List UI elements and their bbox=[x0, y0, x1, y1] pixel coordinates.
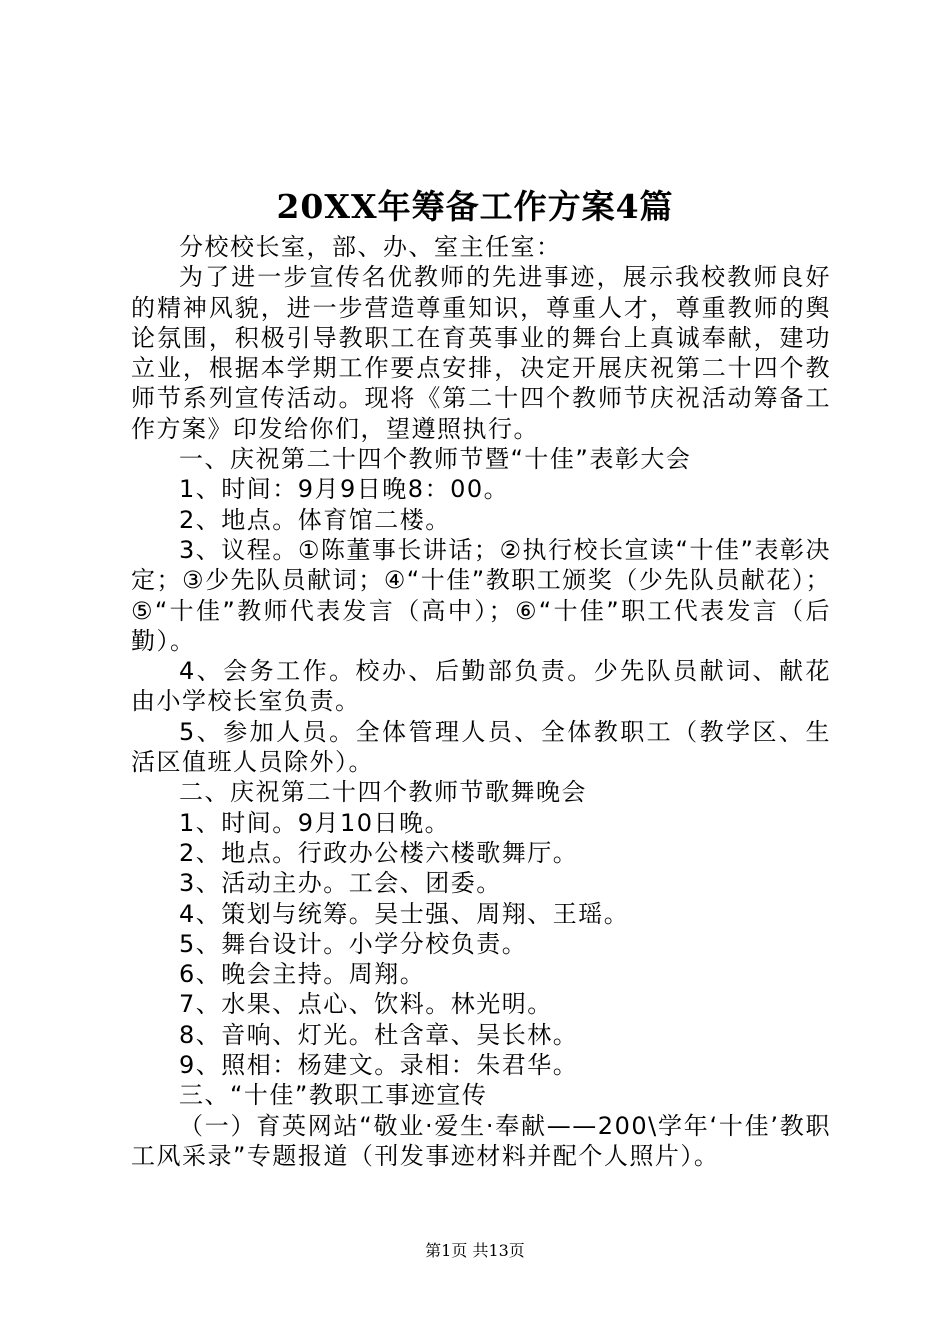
list-item: 2、地点。行政办公楼六楼歌舞厅。 bbox=[179, 838, 579, 867]
list-item: 1、时间：9月9日晚8：00。 bbox=[179, 475, 510, 504]
list-item: 1、时间。9月10日晚。 bbox=[179, 808, 451, 837]
list-item: 3、活动主办。工会、团委。 bbox=[179, 869, 502, 898]
list-item: 5、参加人员。全体管理人员、全体教职工（教学区、生活区值班人员除外）。 bbox=[131, 717, 831, 777]
list-item: 4、会务工作。校办、后勤部负责。少先队员献词、献花由小学校长室负责。 bbox=[131, 657, 831, 716]
list-item: 2、地点。体育馆二楼。 bbox=[179, 505, 451, 534]
section-heading-3: 三、“十佳”教职工事迹宣传 bbox=[179, 1081, 488, 1110]
section-heading-2: 二、庆祝第二十四个教师节歌舞晚会 bbox=[179, 778, 587, 807]
page-footer: 第1页 共13页 bbox=[425, 1241, 525, 1260]
list-item: 7、水果、点心、饮料。林光明。 bbox=[179, 990, 553, 1019]
document-body bbox=[131, 232, 831, 1171]
list-item: 4、策划与统筹。吴士强、周翔、王瑶。 bbox=[179, 899, 630, 928]
subsection-paragraph: （一）育英网站“敬业·爱生·奉献——200\学年‘十佳’教职工风采录”专题报道（刊发事迹材料并配个人照片）。 bbox=[131, 1111, 831, 1170]
intro-paragraph: 为了进一步宣传名优教师的先进事迹，展示我校教师良好的精神风貌，进一步营造尊重知识，尊重人才，尊重教师的舆论氛围，积极引导教职工在育英事业的舞台上真诚奉献，建功立业，根据本学期工作要点安排，决定开展庆祝第二十四个教师节系列宣传活动。现将《第二十四个教师节庆祝活动筹备工作方案》印发给你们，望遵照执行。 bbox=[131, 263, 831, 443]
section-heading-1: 一、庆祝第二十四个教师节暨“十佳”表彰大会 bbox=[179, 445, 692, 474]
list-item: 5、舞台设计。小学分校负责。 bbox=[179, 929, 528, 958]
list-item: 8、音响、灯光。杜含章、吴长林。 bbox=[179, 1020, 579, 1049]
list-item: 3、议程。①陈董事长讲话；②执行校长宣读“十佳”表彰决定；③少先队员献词；④“十佳”教职工颁奖（少先队员献花）；⑤“十佳”教师代表发言（高中）；⑥“十佳”职工代表发言（后勤）。 bbox=[131, 535, 831, 655]
document-title: 20XX年筹备工作方案4篇 bbox=[276, 187, 674, 226]
list-item: 9、照相：杨建文。录相：朱君华。 bbox=[179, 1051, 579, 1080]
salutation-paragraph: 分校校长室，部、办、室主任室： bbox=[179, 233, 562, 261]
list-item: 6、晚会主持。周翔。 bbox=[179, 960, 426, 989]
